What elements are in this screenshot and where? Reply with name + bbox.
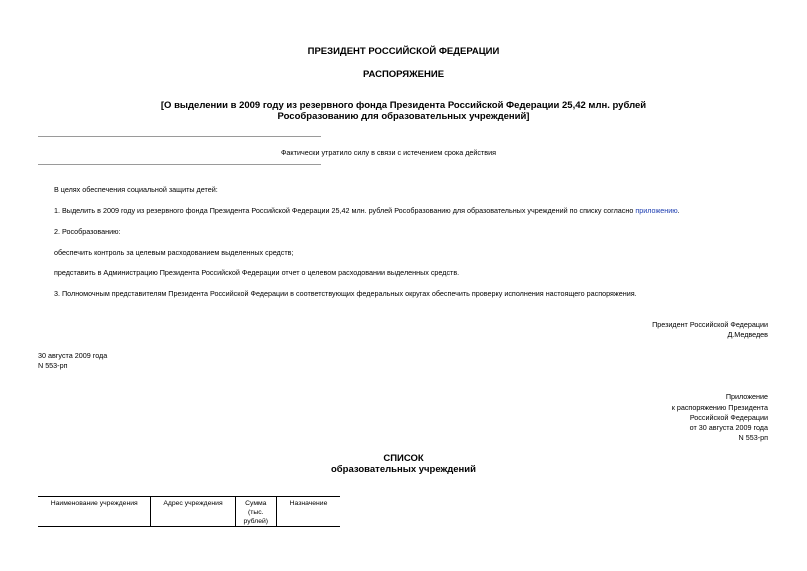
- president-heading: ПРЕЗИДЕНТ РОССИЙСКОЙ ФЕДЕРАЦИИ: [307, 46, 500, 57]
- document-date: 30 августа 2009 года: [38, 351, 108, 360]
- appendix-line-4: от 30 августа 2009 года: [689, 423, 768, 432]
- paragraph-2b: представить в Администрацию Президента Российской Федерации отчет о целевом расходовании выделенных средств.: [54, 268, 460, 277]
- column-header-purpose: Назначение: [276, 497, 340, 527]
- signature-name: Д.Медведев: [727, 330, 768, 339]
- paragraph-2a: обеспечить контроль за целевым расходованием выделенных средств;: [54, 248, 294, 257]
- table-header-row: [38, 497, 340, 527]
- document-type: РАСПОРЯЖЕНИЕ: [362, 69, 445, 80]
- signature-position: Президент Российской Федерации: [652, 320, 768, 329]
- intro-paragraph: В целях обеспечения социальной защиты детей:: [54, 185, 218, 194]
- document-number: N 553-рп: [38, 361, 68, 370]
- status-note: Фактически утратило силу в связи с истечением срока действия: [280, 148, 497, 157]
- column-header-name: Наименование учреждения: [38, 497, 151, 527]
- paragraph-2: 2. Рособразованию:: [54, 227, 121, 236]
- document-title-line2: Рособразованию для образовательных учреждений]: [277, 111, 530, 122]
- institutions-table: [38, 496, 340, 527]
- paragraph-1-end: .: [677, 206, 680, 215]
- appendix-line-1: Приложение: [725, 392, 768, 401]
- document-title-line1: [О выделении в 2009 году из резервного фонда Президента Российской Федерации 25,42 млн. рублей: [160, 100, 647, 111]
- divider-bottom: [38, 164, 321, 165]
- appendix-line-5: N 553-рп: [738, 433, 768, 442]
- column-header-address: Адрес учреждения: [151, 497, 235, 527]
- appendix-line-2: к распоряжению Президента: [671, 403, 768, 412]
- list-title: СПИСОК: [383, 453, 424, 464]
- paragraph-1: [54, 206, 680, 216]
- paragraph-1-text: 1. Выделить в 2009 году из резервного фонда Президента Российской Федерации 25,42 млн. рублей Рособразованию для образовательных учреждений по списку согласно: [54, 206, 636, 215]
- paragraph-3: 3. Полномочным представителям Президента Российской Федерации в соответствующих федеральных округах обеспечить проверку исполнения настоящего распоряжения.: [54, 289, 637, 298]
- appendix-link[interactable]: приложению: [635, 206, 678, 215]
- amount-header-line3: рублей): [243, 518, 269, 525]
- divider-top: [38, 136, 321, 137]
- list-subtitle: образовательных учреждений: [331, 464, 476, 475]
- appendix-line-3: Российской Федерации: [689, 413, 768, 422]
- amount-header-line2: (тыс.: [248, 509, 264, 516]
- column-header-amount: [235, 497, 276, 527]
- amount-header-line1: Сумма: [245, 500, 267, 507]
